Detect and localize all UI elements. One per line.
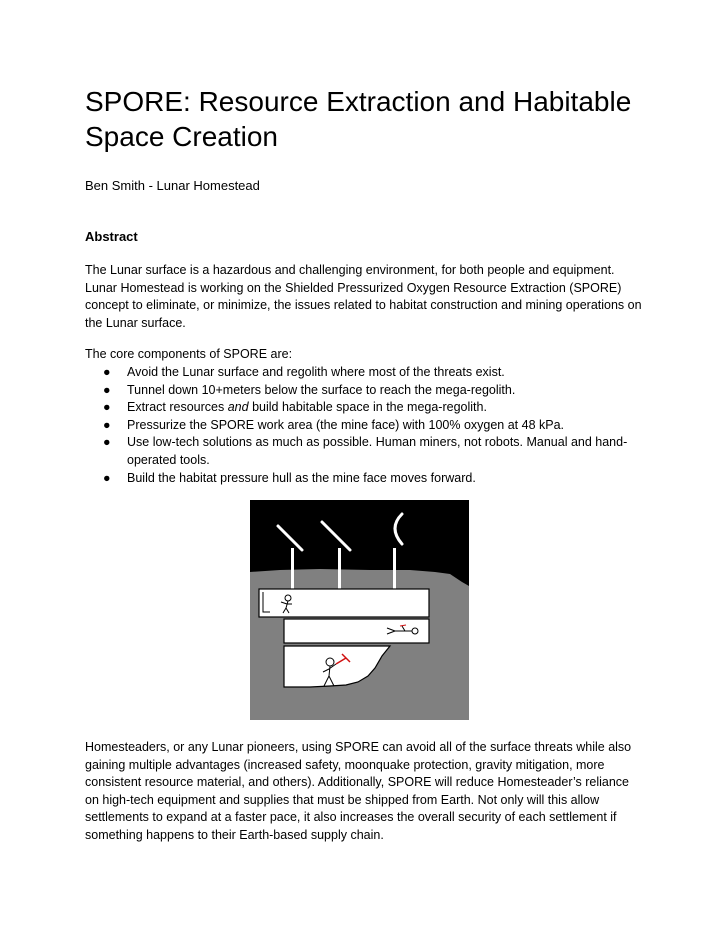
bullet-icon: ● [103, 382, 111, 397]
bullet-icon: ● [103, 365, 111, 379]
conclusion-paragraph: Homesteaders, or any Lunar pioneers, using SPORE can avoid all of the surface threats while also gaining multiple advantages (increased safety, moonquake protection, gravity mitigation, more consistent resource material, and others). Additionally, SPORE will reduce Homesteader’s reliance on high-tech equipment and supplies that must be shipped from Earth. Not only will this allow settlements to expand at a faster pace, it also increases the overall security of each settlement if something happens to their Earth-based supply chain. [85, 740, 632, 842]
abstract-heading: Abstract [85, 229, 138, 244]
document-title: SPORE: Resource Extraction and Habitable Space Creation [85, 86, 632, 152]
author-line: Ben Smith - Lunar Homestead [85, 178, 260, 193]
bullet-icon: ● [103, 400, 111, 415]
components-intro: The core components of SPORE are: [85, 347, 293, 361]
list-item: ● Extract resources and build habitable space in the mega-regolith. [85, 399, 645, 417]
miner-head [326, 658, 334, 666]
list-item: ● Use low-tech solutions as much as possible. Human miners, not robots. Manual and hand-operated tools. [103, 435, 628, 467]
miner-head [285, 595, 291, 601]
bullet-icon: ● [103, 470, 111, 485]
intro-paragraph: The Lunar surface is a hazardous and challenging environment, for both people and equipment. Lunar Homestead is working on the Shielded Pressurized Oxygen Resource Extraction (SPORE) concept to eliminate, or minimize, the issues related to habitat construction and mining operations on the Lunar surface. [85, 263, 642, 330]
miner-head [412, 628, 418, 634]
components-list [85, 364, 645, 487]
support-pillar [291, 548, 294, 590]
support-pillar [338, 548, 341, 590]
bullet-icon: ● [103, 417, 111, 432]
list-item: ● Build the habitat pressure hull as the mine face moves forward. [85, 470, 645, 488]
spore-illustration [250, 500, 469, 720]
emphasis-text: and [227, 400, 249, 415]
list-item: ● Pressurize the SPORE work area (the mine face) with 100% oxygen at 48 kPa. [85, 417, 645, 435]
list-item: ● Avoid the Lunar surface and regolith where most of the threats exist. [85, 364, 645, 382]
support-pillar [393, 548, 396, 590]
list-item: ● Tunnel down 10+meters below the surface to reach the mega-regolith. [85, 382, 645, 400]
bullet-icon: ● [103, 435, 111, 450]
